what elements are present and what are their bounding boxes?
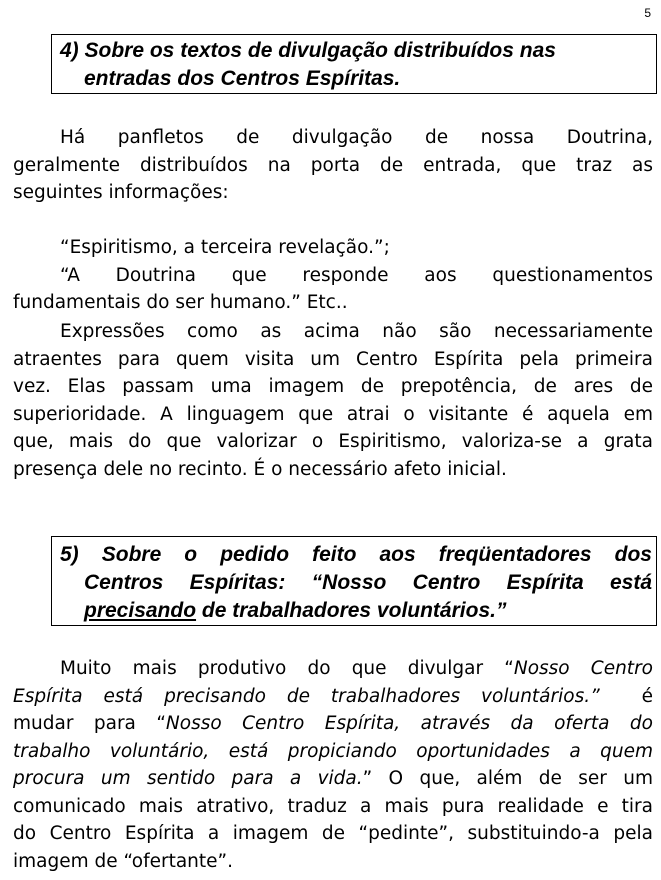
paragraph-line: Espírita está precisando de trabalhadores voluntários.” é (13, 685, 653, 707)
page-number: 5 (644, 6, 651, 20)
paragraph-line: procura um sentido para a vida.” O que, além de ser um (13, 768, 653, 789)
section-4-quotes (13, 234, 653, 317)
paragraph-line: Expressões como as acima não são necessariamente (60, 321, 653, 342)
section-4-heading-line2: entradas dos Centros Espíritas. (84, 67, 401, 90)
paragraph-line: do Centro Espírita a imagem de “pedinte”, substituindo-a pela (13, 823, 653, 844)
paragraph-line: Muito mais produtivo do que divulgar “Nosso Centro (60, 658, 653, 679)
paragraph-line: imagem de “ofertante”. (13, 850, 234, 872)
paragraph-line: superioridade. A linguagem que atrai o visitante é aquela em (13, 403, 653, 425)
paragraph-line: seguintes informações: (13, 182, 229, 203)
paragraph-line: presença dele no recinto. É o necessário afeto inicial. (13, 458, 507, 480)
section-4-paragraph-2 (13, 318, 653, 483)
quote-line: “Espiritismo, a terceira revelação.”; (60, 237, 390, 258)
section-4-paragraph-1 (13, 124, 653, 207)
paragraph-line: geralmente distribuídos na porta de entrada, que traz as (13, 154, 653, 176)
quote-line: fundamentais do ser humano.” Etc.. (13, 292, 348, 313)
section-5-heading (51, 536, 657, 626)
paragraph-line: mudar para “Nosso Centro Espírita, através da oferta do (13, 713, 653, 734)
section-4-heading-text (60, 37, 652, 93)
section-5-heading-line1: 5) Sobre o pedido feito aos freqüentadores dos (60, 543, 652, 566)
section-4-heading-line1: 4) Sobre os textos de divulgação distribuídos nas (60, 39, 556, 62)
section-4-heading (51, 34, 657, 94)
paragraph-line: atraentes para quem visita um Centro Espírita pela primeira (13, 348, 653, 370)
paragraph-line: que, mais do que valorizar o Espiritismo, valoriza-se a grata (13, 431, 653, 452)
paragraph-line: Há panfletos de divulgação de nossa Doutrina, (60, 127, 653, 148)
paragraph-line: comunicado mais atrativo, traduz a mais pura realidade e tira (13, 795, 653, 817)
section-5-heading-line3: precisando de trabalhadores voluntários.” (84, 599, 507, 622)
section-5-heading-line2: Centros Espíritas: “Nosso Centro Espírita está (84, 571, 652, 594)
quote-line: “A Doutrina que responde aos questionamentos (60, 264, 653, 286)
section-5-paragraph (13, 655, 653, 875)
paragraph-line: trabalho voluntário, está propiciando oportunidades a quem (13, 740, 653, 762)
paragraph-line: vez. Elas passam uma imagem de prepotência, de ares de (13, 376, 653, 397)
underlined-word: precisando (84, 599, 197, 622)
